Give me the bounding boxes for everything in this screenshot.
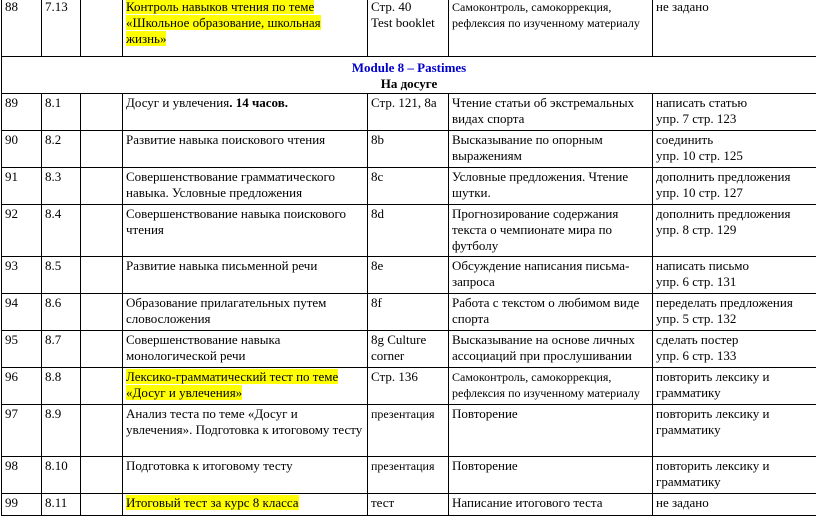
lesson-topic: Подготовка к итоговому тесту <box>123 457 368 494</box>
lesson-pages: тест <box>368 494 449 516</box>
homework-task: дополнить предложения <box>656 169 790 184</box>
lesson-topic: Совершенствование навыка монологической речи <box>123 331 368 368</box>
empty-cell <box>81 331 123 368</box>
lesson-number: 94 <box>2 294 42 331</box>
lesson-number: 96 <box>2 368 42 405</box>
lesson-topic <box>123 494 368 516</box>
lesson-activity: Обсуждение написания письма-запроса <box>449 257 653 294</box>
lesson-pages <box>368 331 449 368</box>
lesson-topic: Анализ теста по теме «Досуг и увлечения». Подготовка к итоговому тесту <box>123 405 368 457</box>
lesson-activity: Самоконтроль, самокоррекция, рефлексия по изученному материалу <box>449 368 653 405</box>
lesson-number: 95 <box>2 331 42 368</box>
homework-task: написать статью <box>656 95 747 110</box>
lesson-pages: 8f <box>368 294 449 331</box>
lesson-homework: не задано <box>653 494 816 516</box>
lesson-activity: Повторение <box>449 457 653 494</box>
lesson-plan-table <box>1 0 816 516</box>
empty-cell <box>81 0 123 57</box>
lesson-number: 91 <box>2 168 42 205</box>
lesson-topic: Развитие навыка поискового чтения <box>123 131 368 168</box>
empty-cell <box>81 457 123 494</box>
lesson-activity: Чтение статьи об экстремальных видах спорта <box>449 94 653 131</box>
lesson-homework <box>653 205 816 257</box>
homework-reference: упр. 8 стр. 129 <box>656 222 736 237</box>
lesson-activity: Условные предложения. Чтение шутки. <box>449 168 653 205</box>
homework-task: сделать постер <box>656 332 738 347</box>
homework-reference: упр. 10 стр. 125 <box>656 148 743 163</box>
lesson-topic: Совершенствование навыка поискового чтения <box>123 205 368 257</box>
lesson-code: 8.7 <box>42 331 81 368</box>
lesson-topic <box>123 94 368 131</box>
lesson-homework <box>653 131 816 168</box>
lesson-homework <box>653 257 816 294</box>
empty-cell <box>81 131 123 168</box>
lesson-pages <box>368 0 449 57</box>
lesson-code: 7.13 <box>42 0 81 57</box>
table-row <box>2 205 816 257</box>
lesson-code: 8.11 <box>42 494 81 516</box>
homework-task: переделать предложения <box>656 295 793 310</box>
lesson-activity: Повторение <box>449 405 653 457</box>
lesson-topic <box>123 0 368 57</box>
lesson-number: 90 <box>2 131 42 168</box>
lesson-homework <box>653 331 816 368</box>
table-row <box>2 494 816 516</box>
table-row <box>2 0 816 57</box>
lesson-activity: Работа с текстом о любимом виде спорта <box>449 294 653 331</box>
lesson-code: 8.5 <box>42 257 81 294</box>
homework-reference: упр. 10 стр. 127 <box>656 185 743 200</box>
lesson-homework: повторить лексику и грамматику <box>653 457 816 494</box>
empty-cell <box>81 168 123 205</box>
lesson-activity: Самоконтроль, самокоррекция, рефлексия по изученному материалу <box>449 0 653 57</box>
empty-cell <box>81 94 123 131</box>
homework-task: соединить <box>656 132 713 147</box>
lesson-code: 8.8 <box>42 368 81 405</box>
lesson-pages: презентация <box>368 457 449 494</box>
table-row <box>2 257 816 294</box>
lesson-number: 98 <box>2 457 42 494</box>
empty-cell <box>81 257 123 294</box>
highlighted-topic: Итоговый тест за курс 8 класса <box>126 495 299 510</box>
lesson-topic <box>123 368 368 405</box>
lesson-number: 92 <box>2 205 42 257</box>
table-row <box>2 168 816 205</box>
lesson-topic: Развитие навыка письменной речи <box>123 257 368 294</box>
module-header <box>2 57 816 94</box>
lesson-pages: 8d <box>368 205 449 257</box>
table-row <box>2 94 816 131</box>
lesson-homework: повторить лексику и грамматику <box>653 368 816 405</box>
lesson-code: 8.4 <box>42 205 81 257</box>
module-header-row <box>2 57 816 94</box>
homework-reference: упр. 6 стр. 131 <box>656 274 736 289</box>
lesson-code: 8.3 <box>42 168 81 205</box>
table-row <box>2 131 816 168</box>
homework-reference: упр. 5 стр. 132 <box>656 311 736 326</box>
module-title: Module 8 – Pastimes <box>5 60 813 76</box>
empty-cell <box>81 368 123 405</box>
lesson-homework <box>653 294 816 331</box>
pages-line: corner <box>371 348 404 363</box>
lesson-pages: 8e <box>368 257 449 294</box>
lesson-homework: повторить лексику и грамматику <box>653 405 816 457</box>
pages-line: Стр. 40 <box>371 0 411 14</box>
lesson-pages: Стр. 121, 8a <box>368 94 449 131</box>
lesson-code: 8.6 <box>42 294 81 331</box>
lesson-number: 93 <box>2 257 42 294</box>
lesson-code: 8.10 <box>42 457 81 494</box>
empty-cell <box>81 294 123 331</box>
homework-reference: упр. 6 стр. 133 <box>656 348 736 363</box>
lesson-number: 89 <box>2 94 42 131</box>
lesson-activity: Высказывание по опорным выражениям <box>449 131 653 168</box>
lesson-topic: Совершенствование грамматического навыка. Условные предложения <box>123 168 368 205</box>
homework-task: написать письмо <box>656 258 749 273</box>
highlighted-topic: Лексико-грамматический тест по теме «Досуг и увлечения» <box>126 369 338 400</box>
table-row <box>2 331 816 368</box>
topic-hours: . 14 часов. <box>229 95 288 110</box>
lesson-pages: Стр. 136 <box>368 368 449 405</box>
lesson-activity: Прогнозирование содержания текста о чемпионате мира по футболу <box>449 205 653 257</box>
table-row <box>2 405 816 457</box>
lesson-code: 8.9 <box>42 405 81 457</box>
lesson-code: 8.2 <box>42 131 81 168</box>
lesson-code: 8.1 <box>42 94 81 131</box>
lesson-pages: 8b <box>368 131 449 168</box>
topic-text: Досуг и увлечения <box>126 95 229 110</box>
lesson-activity: Высказывание на основе личных ассоциаций при прослушивании <box>449 331 653 368</box>
table-row <box>2 294 816 331</box>
homework-task: дополнить предложения <box>656 206 790 221</box>
module-subtitle: На досуге <box>5 76 813 92</box>
empty-cell <box>81 494 123 516</box>
lesson-activity: Написание итогового теста <box>449 494 653 516</box>
highlighted-topic: Контроль навыков чтения по теме «Школьное образование, школьная жизнь» <box>126 0 321 46</box>
lesson-pages: 8c <box>368 168 449 205</box>
table-row <box>2 368 816 405</box>
lesson-homework <box>653 168 816 205</box>
lesson-number: 97 <box>2 405 42 457</box>
table-row <box>2 457 816 494</box>
empty-cell <box>81 405 123 457</box>
lesson-number: 88 <box>2 0 42 57</box>
homework-reference: упр. 7 стр. 123 <box>656 111 736 126</box>
empty-cell <box>81 205 123 257</box>
lesson-topic: Образование прилагательных путем словосложения <box>123 294 368 331</box>
lesson-number: 99 <box>2 494 42 516</box>
lesson-pages: презентация <box>368 405 449 457</box>
lesson-homework: не задано <box>653 0 816 57</box>
lesson-homework <box>653 94 816 131</box>
pages-line: Test booklet <box>371 15 435 30</box>
pages-line: 8g Culture <box>371 332 426 347</box>
